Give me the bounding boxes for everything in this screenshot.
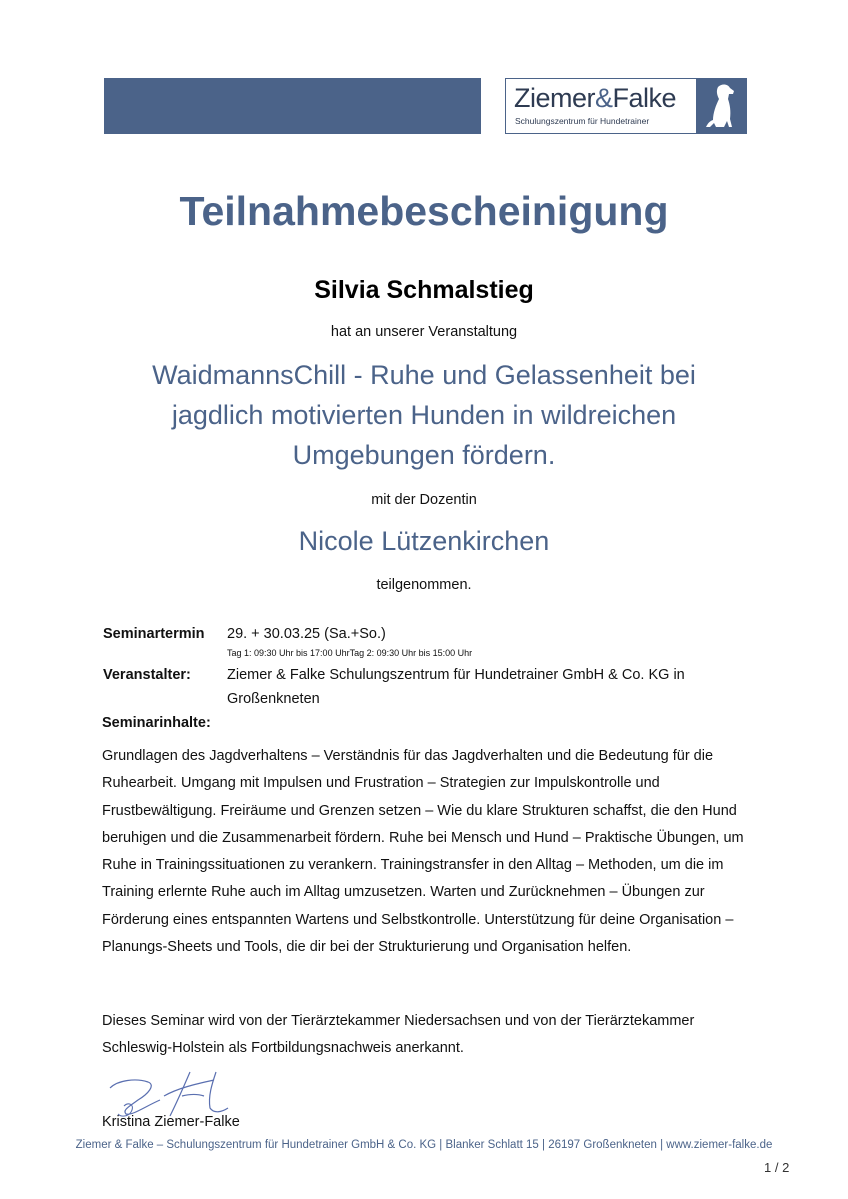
outro-text: teilgenommen. [376,577,472,593]
lecturer-name: Nicole Lützenkirchen [298,526,550,556]
footer-address: Ziemer & Falke – Schulungszentrum für Hundetrainer GmbH & Co. KG | Blanker Schlatt 15 | 26197 Großenkneten | www.ziemer-falke.de [75,1139,773,1151]
dog-icon [696,79,746,133]
contents-paragraph: Grundlagen des Jagdverhaltens – Verständnis für das Jagdverhalten und die Bedeutung für die Ruhearbeit. Umgang mit Impulsen und Frustration – Strategien zur Impulskontrolle und Frustbewältigung. Freiräume und Grenzen setzen – Wie du klare Strukturen schaffst, die den Hund beruhigen und die Zusammenarbeit fördern. Ruhe bei Mensch und Hund – Praktische Übungen, um Ruhe in Trainingssituationen zu verankern. Trainingstransfer in den Alltag – Methoden, um die im Training erlernte Ruhe auch im Alltag umzusetzen. Warten und Zurücknehmen – Übungen zur Förderung eines entspannten Wartens und Selbstkontrolle. Unterstützung für deine Organisation – Planungs-Sheets und Tools, die dir bei der Strukturierung und Organisation helfen. [102,748,744,956]
organizer-label: Veranstalter: [103,667,191,683]
signatory-name: Kristina Ziemer-Falke [102,1114,240,1130]
intro-text: hat an unserer Veranstaltung [330,324,518,340]
organizer-line-2: Großenkneten [227,691,320,707]
organizer-line-1: Ziemer & Falke Schulungszentrum für Hundetrainer GmbH & Co. KG in [227,667,685,683]
participant-name: Silvia Schmalstieg [314,276,534,304]
recognition-paragraph: Dieses Seminar wird von der Tierärztekammer Niedersachsen und von der Tierärztekammer Schleswig-Holstein als Fortbildungsnachweis anerkannt. [102,1013,695,1057]
header-banner [104,78,481,134]
seminar-title: WaidmannsChill - Ruhe und Gelassenheit bei jagdlich motivierten Hunden in wildreichen Umgebungen fördern. [152,360,696,470]
seminar-date-value: 29. + 30.03.25 (Sa.+So.) [227,626,386,642]
logo-wordmark: Ziemer&Falke [514,83,677,113]
seminar-date-label: Seminartermin [103,626,205,642]
certificate-title: Teilnahmebescheinigung [179,188,669,234]
lecturer-intro: mit der Dozentin [371,492,477,508]
seminar-times: Tag 1: 09:30 Uhr bis 17:00 UhrTag 2: 09:30 Uhr bis 15:00 Uhr [227,648,473,658]
company-logo [505,78,747,134]
logo-tagline: Schulungszentrum für Hundetrainer [515,116,650,126]
page-number: 1 / 2 [764,1160,790,1175]
contents-label: Seminarinhalte: [102,715,211,731]
